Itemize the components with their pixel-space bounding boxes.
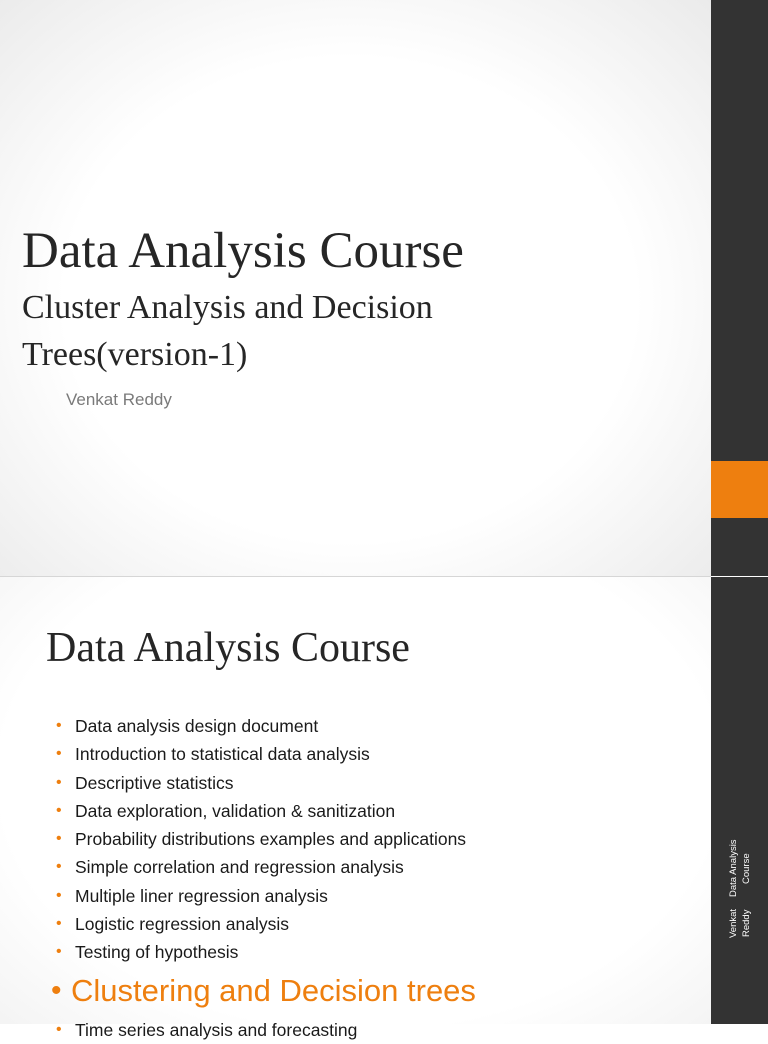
slide-title: Data Analysis Course xyxy=(22,223,464,279)
list-item: • Probability distributions examples and applications xyxy=(56,825,481,853)
sidebar-caption-author: Venkat Reddy xyxy=(728,908,752,938)
list-item: • Introduction to statistical data analysis xyxy=(56,740,481,768)
list-item: • Data exploration, validation & sanitization xyxy=(56,797,481,825)
list-item: • Descriptive statistics xyxy=(56,769,481,797)
bullet-icon: • xyxy=(56,830,62,848)
slide-sidebar xyxy=(711,0,768,576)
list-item: • Multiple liner regression analysis xyxy=(56,882,481,910)
bullet-icon: • xyxy=(56,915,62,933)
sidebar-caption-course: Data Analysis Course xyxy=(728,839,752,898)
sidebar-caption xyxy=(725,835,755,945)
bullet-icon: • xyxy=(56,943,62,961)
bullet-icon: • xyxy=(51,973,62,1007)
bullet-icon: • xyxy=(56,745,62,763)
list-item: • Data analysis design document xyxy=(56,712,481,740)
content-slide-title: Data Analysis Course xyxy=(46,625,410,671)
slide-subtitle: Cluster Analysis and Decision Trees(version-1) xyxy=(22,289,433,373)
list-item: • Simple correlation and regression analysis xyxy=(56,853,481,881)
content-slide xyxy=(0,577,711,1040)
bullet-icon: • xyxy=(56,773,62,791)
list-item: • Logistic regression analysis xyxy=(56,910,481,938)
bullet-icon: • xyxy=(56,801,62,819)
bullet-icon: • xyxy=(56,858,62,876)
bullet-icon: • xyxy=(56,886,62,904)
highlighted-list-item: • Clustering and Decision trees xyxy=(51,969,476,1013)
bullet-icon: • xyxy=(56,717,62,734)
bullet-list xyxy=(51,712,481,1044)
list-item: • Time series analysis and forecasting xyxy=(56,1016,481,1044)
author-name: Venkat Reddy xyxy=(66,390,172,409)
accent-block xyxy=(711,461,768,518)
slide-sidebar xyxy=(711,577,768,1024)
bullet-icon: • xyxy=(56,1020,62,1038)
list-item: • Testing of hypothesis xyxy=(56,938,481,966)
